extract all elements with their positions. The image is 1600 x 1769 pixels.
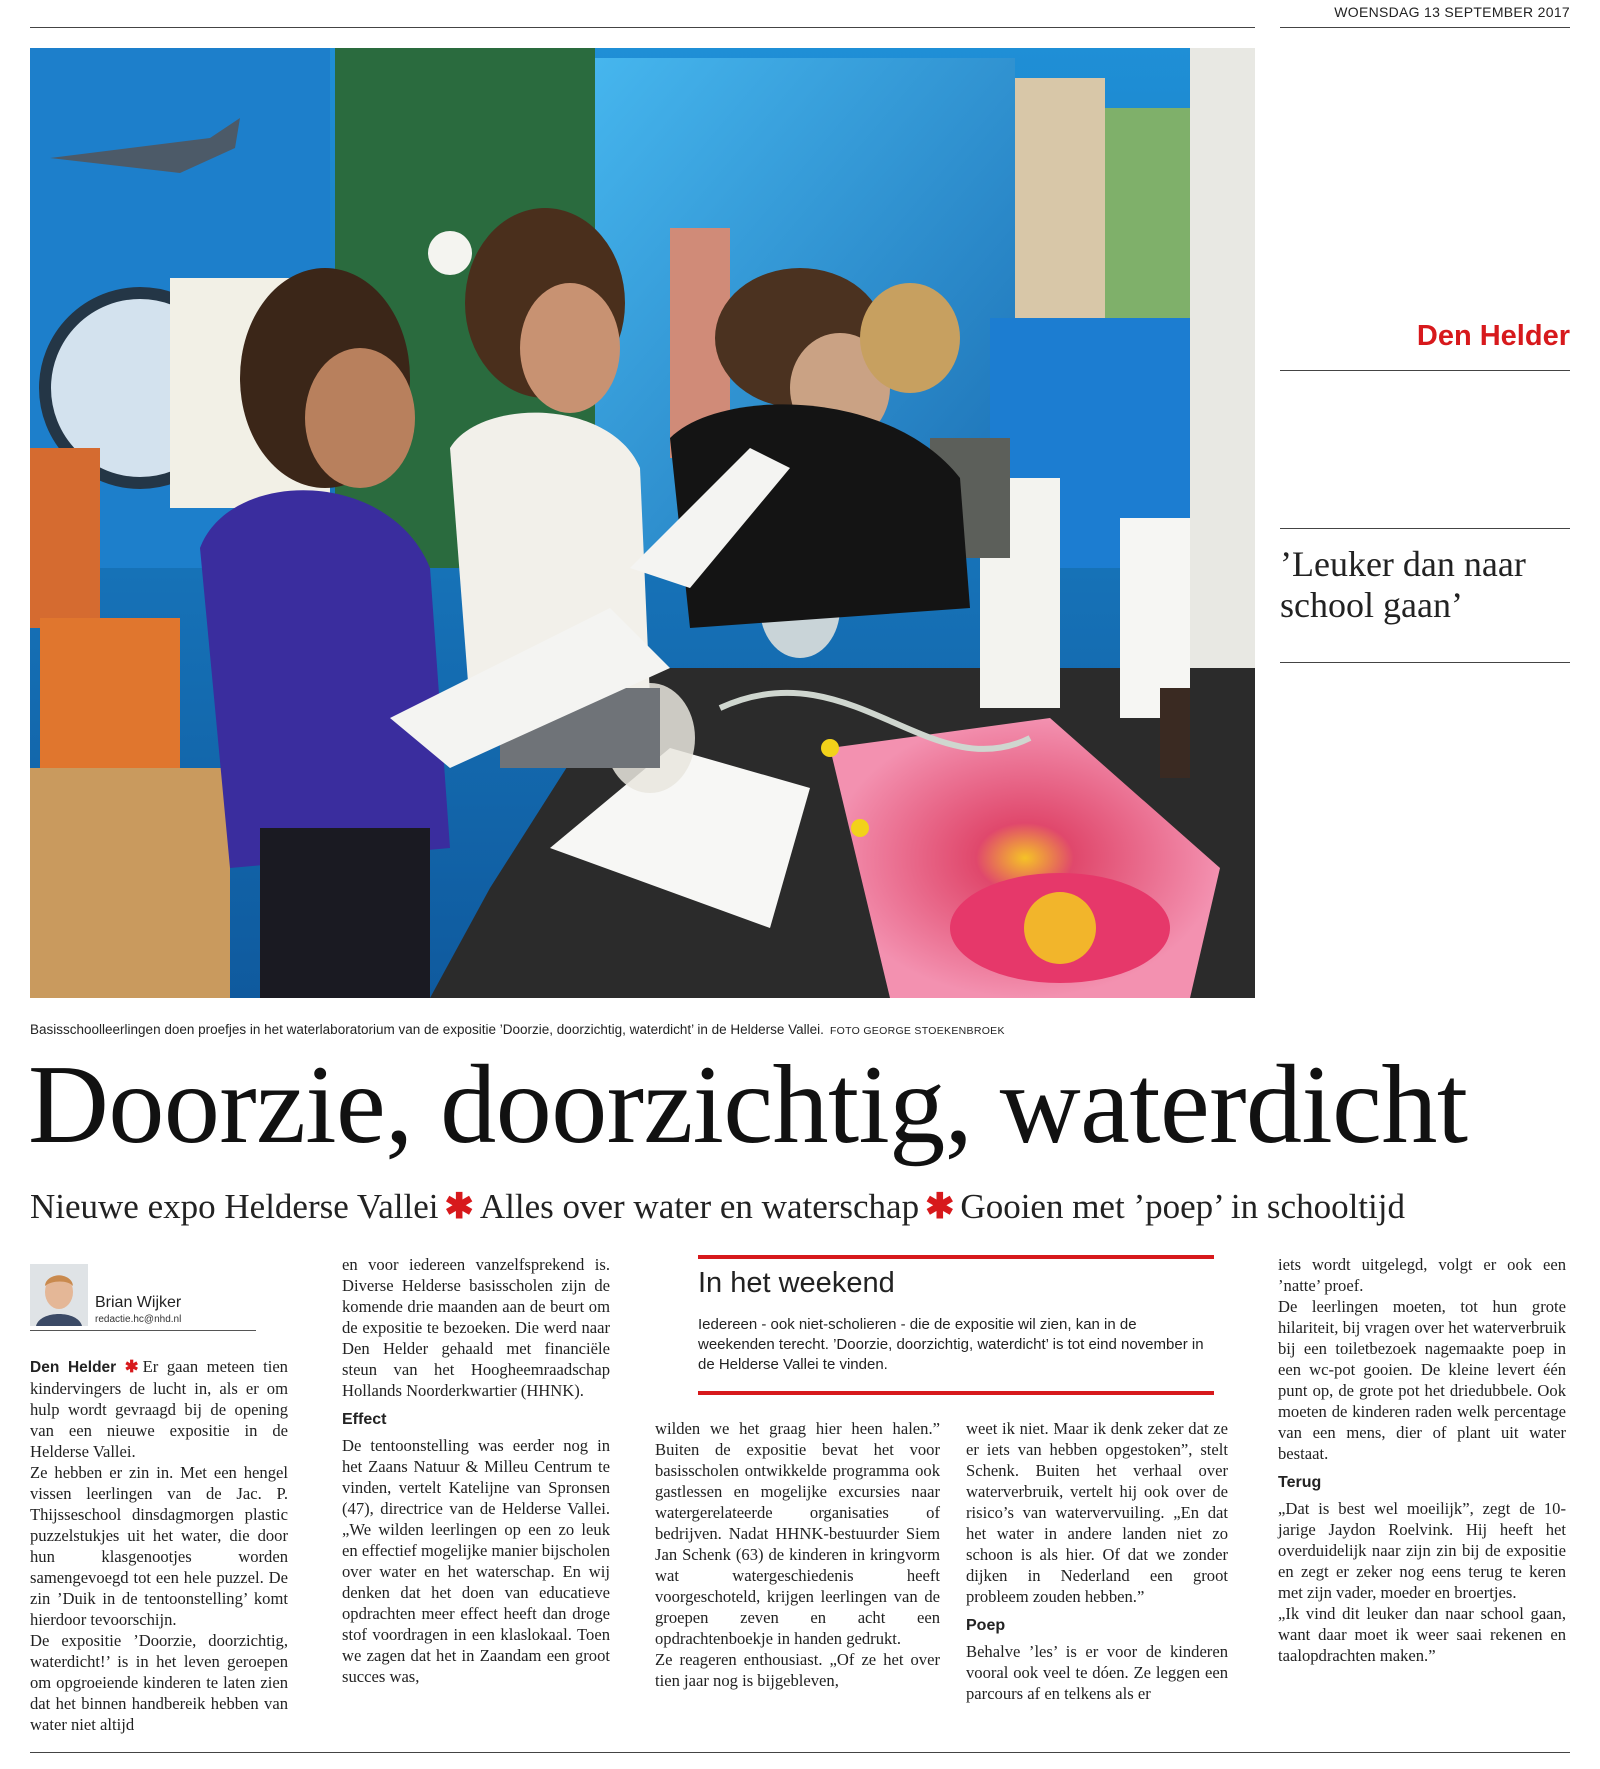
paragraph: en voor iedereen vanzelfsprekend is. Diverse Helderse basisscholen zijn de komende drie maanden aan de beurt om de expositie te bezoeken. Die werd naar Den Helder gehaald met financiële steun van het Hoogheemraadschap Hollands Noorderkwartier (HHNK). xyxy=(342,1255,610,1400)
subhead-part-1: Nieuwe expo Helderse Vallei xyxy=(30,1187,439,1226)
info-box-top-rule xyxy=(698,1255,1214,1259)
paragraph: De expositie ’Doorzie, doorzichtig, waterdicht!’ is in het leven geroepen om opgroeiende kinderen te laten zien dat het binnen handbereik hebben van water niet altijd xyxy=(30,1631,288,1734)
star-separator-icon: ✱ xyxy=(444,1187,474,1226)
star-separator-icon: ✱ xyxy=(925,1187,955,1226)
dateline: Den Helder xyxy=(30,1359,117,1376)
info-box-text: Iedereen - ook niet-scholieren - die de expositie wil zien, kan in de weekenden terecht. ’Doorzie, doorzichtig, waterdicht’ is tot eind november in de Helderse Vallei te vinden. xyxy=(698,1316,1204,1373)
info-box-title: In het weekend xyxy=(698,1267,895,1299)
top-rule-left xyxy=(30,27,1255,28)
article-column-4 xyxy=(966,1418,1228,1704)
author-name: Brian Wijker xyxy=(95,1294,182,1311)
subhead-part-3: Gooien met ’poep’ in schooltijd xyxy=(960,1187,1405,1226)
paragraph: „Dat is best wel moeilijk”, zegt de 10-jarige Jaydon Roelvink. Hij heeft het overduidelijk naar zijn zin bij de expositie en zegt er zeker nog eens terug te keren met zijn vader, moeder en broertjes. xyxy=(1278,1499,1566,1602)
subheadline xyxy=(30,1185,1590,1229)
info-box-bottom-rule xyxy=(698,1391,1214,1395)
paragraph: De leerlingen moeten, tot hun grote hilariteit, bij vragen over het waterverbruik bij een toiletbezoek nagemaakte poep in een wc-pot gooien. De kleine levert één punt op, de grote pot het driedubbele. Ook moeten de kinderen raden welk percentage van een mens, dier of plant uit water bestaat. xyxy=(1278,1297,1566,1463)
section-heading: Poep xyxy=(966,1617,1006,1634)
paragraph: Ze reageren enthousiast. „Of ze het over tien jaar nog is bijgebleven, xyxy=(655,1650,940,1690)
paragraph: „Ik vind dit leuker dan naar school gaan, want daar moet ik weer saai rekenen en taalopdrachten maken.” xyxy=(1278,1604,1566,1665)
sidebar-rule-1 xyxy=(1280,370,1570,371)
paragraph: Ze hebben er zin in. Met een hengel vissen leerlingen van de Jac. P. Thijsseschool dinsdagmorgen plastic puzzelstukjes uit het water, die door hun klasgenootjes worden samengevoegd tot een hele puzzel. De zin ’Duik in de tentoonstelling’ komt hierdoor tevoorschijn. xyxy=(30,1463,288,1629)
paragraph: De tentoonstelling was eerder nog in het Zaans Natuur & Milleu Centrum te vinden, vertelt Katelijne van Spronsen (47), directrice van de Helderse Vallei. „We wilden leerlingen op een zo leuk en effectief mogelijke manier bijscholen over water en het waterschap. En wij denken dat het doen van educatieve opdrachten meer effect heeft dan droge stof voordragen in een klaslokaal. Toen we zagen dat het in Zaandam een groot succes was, xyxy=(342,1436,610,1686)
paragraph: iets wordt uitgelegd, volgt er ook een ’natte’ proef. xyxy=(1278,1255,1566,1295)
top-rule-right xyxy=(1280,27,1570,28)
paragraph: Behalve ’les’ is er voor de kinderen vooral ook veel te dóen. Ze leggen een parcours af en telkens als er xyxy=(966,1642,1228,1703)
paragraph: wilden we het graag hier heen halen.” Buiten de expositie bevat het voor basisscholen ontwikkelde programma ook gastlessen en mogelijke excursies naar watergerelateerde organisaties of bedrijven. Nadat HHNK-bestuurder Siem Jan Schenk (63) de kinderen in kringvorm wat watergeschiedenis heeft voorgeschoteld, krijgen leerlingen van de groepen zeven en acht een opdrachtenboekje in handen gedrukt. xyxy=(655,1419,940,1648)
section-heading: Effect xyxy=(342,1411,387,1428)
photo-credit: FOTO GEORGE STOEKENBROEK xyxy=(829,1025,1005,1037)
author-byline xyxy=(30,1262,256,1331)
subhead-part-2: Alles over water en waterschap xyxy=(479,1187,920,1226)
caption-text: Basisschoolleerlingen doen proefjes in het waterlaboratorium van de expositie ’Doorzie, doorzichtig, waterdicht’ in de Helderse Vallei. xyxy=(30,1022,824,1037)
article-column-1 xyxy=(30,1356,288,1735)
article-photo xyxy=(30,48,1255,998)
photo-caption xyxy=(30,1022,1260,1037)
author-avatar xyxy=(30,1264,88,1326)
dateline-star-icon: ✱ xyxy=(124,1357,139,1376)
lead-paragraph: Den Helder ✱ Er gaan meteen tien kindervingers de lucht in, als er om hulp wordt gevraagd bij de opening van een nieuwe expositie in de Helderse Vallei. xyxy=(30,1357,288,1461)
article-column-3 xyxy=(655,1418,940,1691)
section-label: Den Helder xyxy=(1416,320,1570,352)
paragraph: weet ik niet. Maar ik denk zeker dat ze er iets van hebben opgestoken”, stelt Schenk. Buiten het verhaal over waterverbruik, vertelt hij ook over de risico’s van watervervuiling. „En dat het water in andere landen niet zo schoon is als hier. Of dat we zonder dijken in Nederland een groot probleem zouden hebben.” xyxy=(966,1419,1228,1606)
sidebar-rule-2 xyxy=(1280,528,1570,529)
sidebar-rule-3 xyxy=(1280,662,1570,663)
headline: Doorzie, doorzichtig, waterdicht xyxy=(28,1043,1468,1167)
author-email: redactie.hc@nhd.nl xyxy=(95,1314,182,1325)
bottom-rule xyxy=(30,1752,1570,1753)
issue-date: WOENSDAG 13 SEPTEMBER 2017 xyxy=(1334,4,1570,20)
section-heading: Terug xyxy=(1278,1474,1322,1491)
article-column-2 xyxy=(342,1254,610,1687)
pull-quote: ’Leuker dan naar school gaan’ xyxy=(1280,544,1526,625)
article-column-5 xyxy=(1278,1254,1566,1666)
info-box xyxy=(698,1255,1214,1395)
